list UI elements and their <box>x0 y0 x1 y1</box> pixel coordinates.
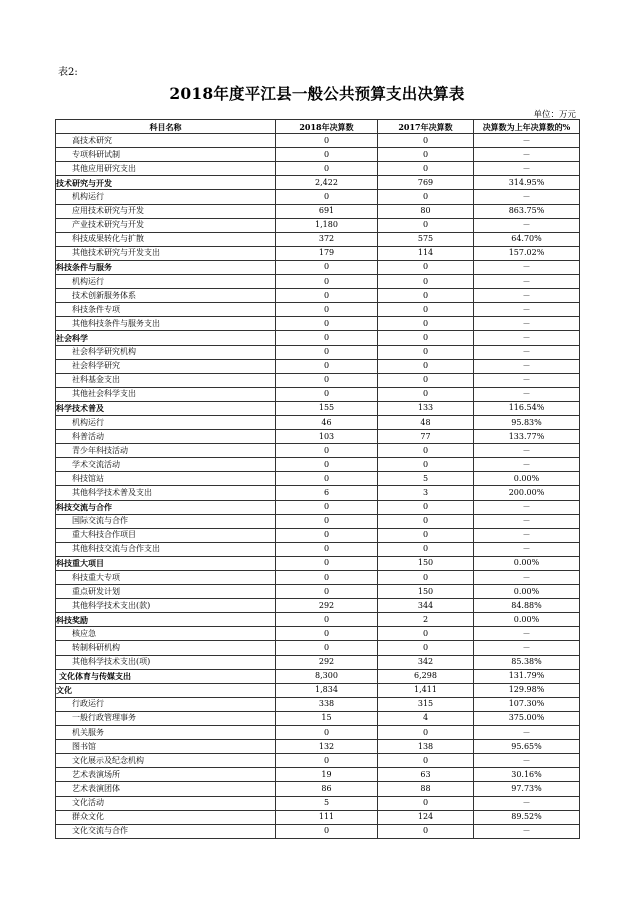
row-value-2017: 0 <box>378 444 474 458</box>
row-percent: － <box>474 824 580 838</box>
table-row <box>56 303 580 317</box>
table-row <box>56 373 580 387</box>
row-value-2017: 0 <box>378 303 474 317</box>
row-value-2017: 0 <box>378 134 474 148</box>
row-name: 行政运行 <box>56 697 276 711</box>
row-value-2017: 0 <box>378 317 474 331</box>
row-value-2017: 138 <box>378 740 474 754</box>
row-name: 其他科学技术支出(项) <box>56 655 276 669</box>
row-value-2018: 19 <box>276 768 378 782</box>
row-value-2017: 0 <box>378 148 474 162</box>
row-value-2018: 0 <box>276 148 378 162</box>
row-percent: － <box>474 303 580 317</box>
table-row <box>56 162 580 176</box>
row-value-2018: 691 <box>276 204 378 218</box>
row-value-2017: 150 <box>378 556 474 570</box>
row-value-2017: 6,298 <box>378 669 474 683</box>
row-percent: － <box>474 528 580 542</box>
row-name: 其他科学技术普及支出 <box>56 486 276 500</box>
table-row <box>56 627 580 641</box>
row-value-2018: 0 <box>276 458 378 472</box>
row-percent: 0.00% <box>474 585 580 599</box>
row-percent: － <box>474 317 580 331</box>
table-row <box>56 486 580 500</box>
row-value-2017: 0 <box>378 458 474 472</box>
table-row <box>56 655 580 669</box>
row-percent: － <box>474 345 580 359</box>
row-value-2018: 15 <box>276 711 378 725</box>
row-value-2018: 6 <box>276 486 378 500</box>
row-name: 科技条件专项 <box>56 303 276 317</box>
row-value-2018: 0 <box>276 331 378 345</box>
row-name: 文化交流与合作 <box>56 824 276 838</box>
table-row <box>56 514 580 528</box>
row-percent: 95.83% <box>474 415 580 429</box>
row-value-2018: 0 <box>276 613 378 627</box>
table-row <box>56 458 580 472</box>
row-value-2018: 372 <box>276 232 378 246</box>
row-value-2018: 0 <box>276 641 378 655</box>
row-value-2017: 0 <box>378 359 474 373</box>
row-percent: 116.54% <box>474 401 580 415</box>
row-value-2018: 103 <box>276 430 378 444</box>
row-name: 科技奖励 <box>56 613 276 627</box>
row-value-2018: 0 <box>276 289 378 303</box>
row-value-2017: 575 <box>378 232 474 246</box>
row-percent: 200.00% <box>474 486 580 500</box>
table-row <box>56 768 580 782</box>
column-header-percent: 决算数为上年决算数的% <box>474 120 580 134</box>
row-value-2017: 5 <box>378 472 474 486</box>
row-value-2017: 0 <box>378 387 474 401</box>
row-value-2018: 0 <box>276 359 378 373</box>
row-value-2018: 292 <box>276 655 378 669</box>
row-name: 核应急 <box>56 627 276 641</box>
table-row <box>56 669 580 683</box>
table-row <box>56 260 580 274</box>
table-row <box>56 556 580 570</box>
row-value-2018: 0 <box>276 726 378 740</box>
row-percent: － <box>474 754 580 768</box>
row-percent: 0.00% <box>474 472 580 486</box>
row-value-2018: 0 <box>276 444 378 458</box>
table-row <box>56 331 580 345</box>
row-name: 技术创新服务体系 <box>56 289 276 303</box>
table-row <box>56 599 580 613</box>
table-row <box>56 782 580 796</box>
row-value-2018: 0 <box>276 627 378 641</box>
column-header-2017: 2017年决算数 <box>378 120 474 134</box>
row-name: 科技馆站 <box>56 472 276 486</box>
table-row <box>56 444 580 458</box>
row-percent: 131.79% <box>474 669 580 683</box>
row-name: 文化展示及纪念机构 <box>56 754 276 768</box>
row-name: 社科基金支出 <box>56 373 276 387</box>
row-name: 重点研发计划 <box>56 585 276 599</box>
row-percent: 89.52% <box>474 810 580 824</box>
row-percent: 97.73% <box>474 782 580 796</box>
row-name: 其他社会科学支出 <box>56 387 276 401</box>
table-row <box>56 134 580 148</box>
row-value-2017: 2 <box>378 613 474 627</box>
row-value-2018: 0 <box>276 585 378 599</box>
row-percent: 85.38% <box>474 655 580 669</box>
row-name: 机构运行 <box>56 190 276 204</box>
row-name: 学术交流活动 <box>56 458 276 472</box>
table-row <box>56 528 580 542</box>
row-percent: － <box>474 190 580 204</box>
table-row <box>56 317 580 331</box>
row-name: 科技重大项目 <box>56 556 276 570</box>
row-percent: 84.88% <box>474 599 580 613</box>
row-name: 科普活动 <box>56 430 276 444</box>
row-value-2018: 0 <box>276 528 378 542</box>
row-value-2017: 150 <box>378 585 474 599</box>
row-name: 青少年科技活动 <box>56 444 276 458</box>
row-value-2017: 3 <box>378 486 474 500</box>
row-name: 其他应用研究支出 <box>56 162 276 176</box>
row-name: 产业技术研究与开发 <box>56 218 276 232</box>
table-row <box>56 387 580 401</box>
row-percent: － <box>474 514 580 528</box>
row-value-2018: 0 <box>276 345 378 359</box>
row-value-2017: 88 <box>378 782 474 796</box>
row-percent: － <box>474 641 580 655</box>
row-name: 转制科研机构 <box>56 641 276 655</box>
row-percent: － <box>474 260 580 274</box>
table-label: 表2: <box>58 67 78 78</box>
row-percent: － <box>474 331 580 345</box>
row-value-2018: 0 <box>276 373 378 387</box>
row-percent: 863.75% <box>474 204 580 218</box>
row-percent: 157.02% <box>474 246 580 260</box>
row-name: 文化体育与传媒支出 <box>56 669 276 683</box>
row-value-2017: 344 <box>378 599 474 613</box>
row-percent: － <box>474 444 580 458</box>
row-name: 应用技术研究与开发 <box>56 204 276 218</box>
row-value-2017: 0 <box>378 514 474 528</box>
table-row <box>56 359 580 373</box>
row-value-2017: 0 <box>378 824 474 838</box>
row-value-2017: 0 <box>378 162 474 176</box>
row-value-2017: 0 <box>378 528 474 542</box>
row-value-2017: 0 <box>378 218 474 232</box>
row-value-2017: 0 <box>378 260 474 274</box>
table-row <box>56 810 580 824</box>
table-row <box>56 726 580 740</box>
row-value-2018: 0 <box>276 472 378 486</box>
row-value-2017: 0 <box>378 373 474 387</box>
row-name: 社会科学研究 <box>56 359 276 373</box>
row-value-2018: 0 <box>276 275 378 289</box>
row-percent: － <box>474 373 580 387</box>
row-value-2017: 0 <box>378 726 474 740</box>
table-row <box>56 415 580 429</box>
row-value-2018: 0 <box>276 500 378 514</box>
row-name: 高技术研究 <box>56 134 276 148</box>
row-value-2018: 8,300 <box>276 669 378 683</box>
table-row <box>56 796 580 810</box>
row-value-2017: 0 <box>378 754 474 768</box>
row-value-2017: 342 <box>378 655 474 669</box>
row-value-2018: 5 <box>276 796 378 810</box>
row-percent: 107.30% <box>474 697 580 711</box>
unit-label: 单位：万元 <box>533 110 576 120</box>
table-row <box>56 176 580 190</box>
table-row <box>56 148 580 162</box>
row-value-2017: 0 <box>378 627 474 641</box>
row-name: 重大科技合作项目 <box>56 528 276 542</box>
table-row <box>56 683 580 697</box>
row-value-2017: 0 <box>378 345 474 359</box>
table-row <box>56 711 580 725</box>
row-value-2018: 1,834 <box>276 683 378 697</box>
row-value-2017: 48 <box>378 415 474 429</box>
row-value-2017: 77 <box>378 430 474 444</box>
row-value-2018: 0 <box>276 303 378 317</box>
row-value-2017: 0 <box>378 500 474 514</box>
page-title: 2018年度平江县一般公共预算支出决算表 <box>169 84 465 103</box>
row-value-2018: 0 <box>276 571 378 585</box>
row-value-2018: 0 <box>276 260 378 274</box>
row-value-2018: 0 <box>276 514 378 528</box>
row-name: 其他技术研究与开发支出 <box>56 246 276 260</box>
row-percent: － <box>474 500 580 514</box>
row-name: 群众文化 <box>56 810 276 824</box>
table-row <box>56 246 580 260</box>
row-value-2017: 769 <box>378 176 474 190</box>
row-value-2018: 0 <box>276 162 378 176</box>
row-percent: － <box>474 359 580 373</box>
table-row <box>56 571 580 585</box>
row-name: 其他科技条件与服务支出 <box>56 317 276 331</box>
row-percent: 375.00% <box>474 711 580 725</box>
row-percent: － <box>474 796 580 810</box>
row-percent: － <box>474 726 580 740</box>
row-name: 文化活动 <box>56 796 276 810</box>
row-percent: 129.98% <box>474 683 580 697</box>
row-percent: － <box>474 458 580 472</box>
table-row <box>56 190 580 204</box>
table-row <box>56 275 580 289</box>
row-value-2017: 0 <box>378 796 474 810</box>
row-name: 科技重大专项 <box>56 571 276 585</box>
row-percent: － <box>474 218 580 232</box>
row-percent: 0.00% <box>474 613 580 627</box>
row-value-2018: 46 <box>276 415 378 429</box>
row-percent: － <box>474 627 580 641</box>
table-row <box>56 289 580 303</box>
row-percent: － <box>474 387 580 401</box>
row-name: 一般行政管理事务 <box>56 711 276 725</box>
row-percent: － <box>474 289 580 303</box>
row-percent: 0.00% <box>474 556 580 570</box>
table-row <box>56 345 580 359</box>
row-value-2017: 4 <box>378 711 474 725</box>
row-value-2017: 63 <box>378 768 474 782</box>
column-header-name: 科目名称 <box>56 120 276 134</box>
table-body <box>56 134 580 839</box>
row-value-2017: 133 <box>378 401 474 415</box>
row-value-2018: 86 <box>276 782 378 796</box>
row-value-2018: 111 <box>276 810 378 824</box>
row-value-2017: 0 <box>378 289 474 303</box>
table-row <box>56 824 580 838</box>
row-percent: 314.95% <box>474 176 580 190</box>
table-row <box>56 613 580 627</box>
row-value-2018: 0 <box>276 824 378 838</box>
row-name: 机构运行 <box>56 275 276 289</box>
row-name: 艺术表演场所 <box>56 768 276 782</box>
row-name: 科技交流与合作 <box>56 500 276 514</box>
row-value-2017: 114 <box>378 246 474 260</box>
row-value-2017: 315 <box>378 697 474 711</box>
row-value-2017: 1,411 <box>378 683 474 697</box>
row-percent: － <box>474 571 580 585</box>
row-name: 科技成果转化与扩散 <box>56 232 276 246</box>
budget-table <box>55 119 580 839</box>
row-value-2018: 0 <box>276 387 378 401</box>
table-row <box>56 232 580 246</box>
row-percent: 64.70% <box>474 232 580 246</box>
row-value-2017: 0 <box>378 275 474 289</box>
row-percent: 30.16% <box>474 768 580 782</box>
row-value-2017: 124 <box>378 810 474 824</box>
table-row <box>56 740 580 754</box>
row-value-2017: 80 <box>378 204 474 218</box>
row-value-2018: 0 <box>276 134 378 148</box>
table-row <box>56 500 580 514</box>
table-row <box>56 585 580 599</box>
row-value-2017: 0 <box>378 571 474 585</box>
row-value-2018: 179 <box>276 246 378 260</box>
table-row <box>56 697 580 711</box>
row-value-2017: 0 <box>378 641 474 655</box>
table-row <box>56 204 580 218</box>
row-value-2018: 2,422 <box>276 176 378 190</box>
table-row <box>56 401 580 415</box>
row-value-2018: 0 <box>276 190 378 204</box>
row-value-2018: 292 <box>276 599 378 613</box>
row-value-2018: 338 <box>276 697 378 711</box>
row-name: 其他科技交流与合作支出 <box>56 542 276 556</box>
row-name: 机关服务 <box>56 726 276 740</box>
row-value-2018: 155 <box>276 401 378 415</box>
table-row <box>56 472 580 486</box>
row-percent: 133.77% <box>474 430 580 444</box>
row-value-2018: 1,180 <box>276 218 378 232</box>
row-name: 社会科学研究机构 <box>56 345 276 359</box>
row-name: 社会科学 <box>56 331 276 345</box>
row-value-2018: 132 <box>276 740 378 754</box>
table-row <box>56 542 580 556</box>
row-value-2018: 0 <box>276 317 378 331</box>
row-name: 机构运行 <box>56 415 276 429</box>
row-percent: 95.65% <box>474 740 580 754</box>
row-percent: － <box>474 275 580 289</box>
row-percent: － <box>474 134 580 148</box>
table-row <box>56 430 580 444</box>
table-header <box>56 120 580 134</box>
row-name: 国际交流与合作 <box>56 514 276 528</box>
table-row <box>56 754 580 768</box>
row-name: 文化 <box>56 683 276 697</box>
row-name: 专项科研试制 <box>56 148 276 162</box>
row-percent: － <box>474 162 580 176</box>
row-value-2017: 0 <box>378 331 474 345</box>
row-value-2018: 0 <box>276 542 378 556</box>
row-name: 科学技术普及 <box>56 401 276 415</box>
row-percent: － <box>474 542 580 556</box>
row-value-2017: 0 <box>378 542 474 556</box>
row-name: 其他科学技术支出(款) <box>56 599 276 613</box>
column-header-2018: 2018年决算数 <box>276 120 378 134</box>
table-row <box>56 218 580 232</box>
row-value-2018: 0 <box>276 556 378 570</box>
row-name: 图书馆 <box>56 740 276 754</box>
row-name: 科技条件与服务 <box>56 260 276 274</box>
row-value-2017: 0 <box>378 190 474 204</box>
row-percent: － <box>474 148 580 162</box>
row-value-2018: 0 <box>276 754 378 768</box>
table-row <box>56 641 580 655</box>
row-name: 技术研究与开发 <box>56 176 276 190</box>
header-row <box>56 120 580 134</box>
row-name: 艺术表演团体 <box>56 782 276 796</box>
